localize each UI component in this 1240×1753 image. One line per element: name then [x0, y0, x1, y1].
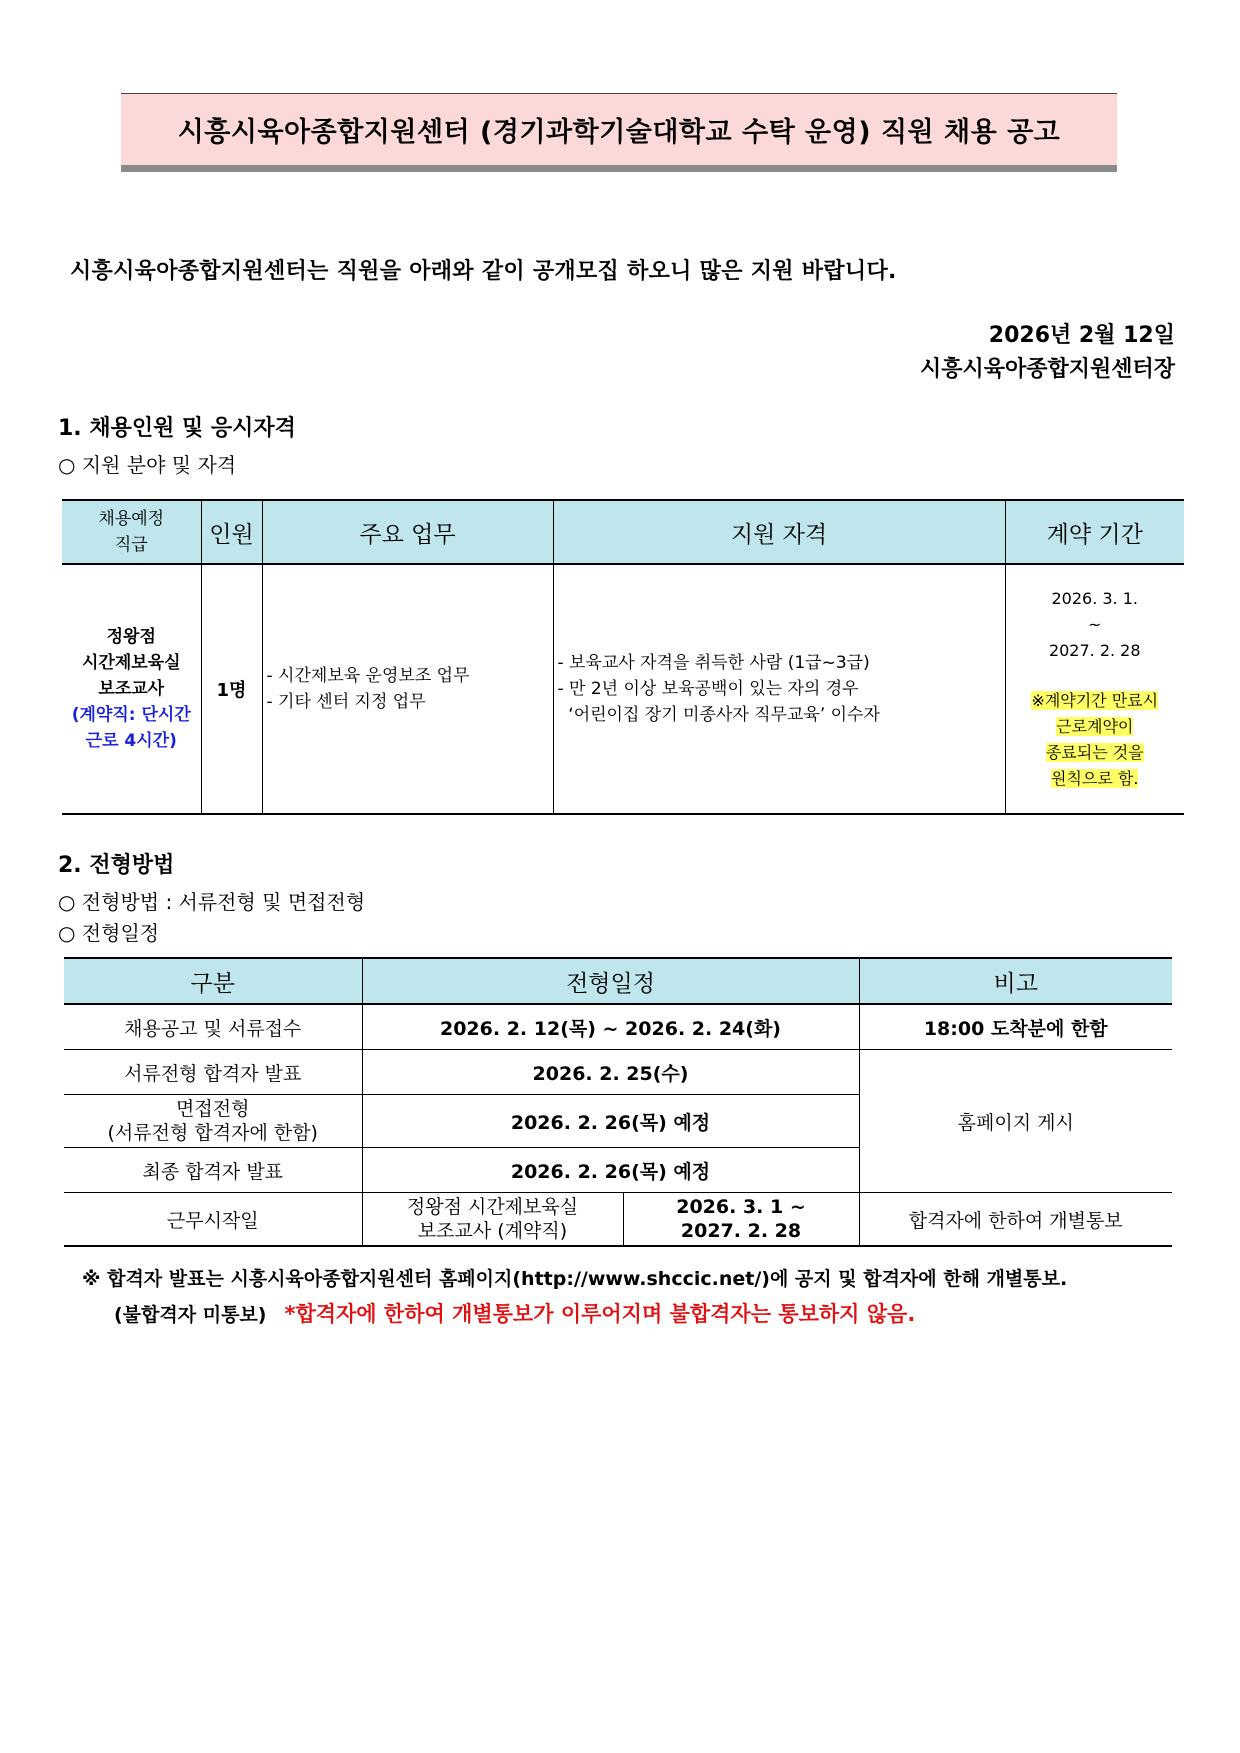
notice-line2 — [114, 1298, 915, 1328]
start-date-cell — [623, 1193, 859, 1247]
position-line4: (계약직: 단시간 — [71, 705, 191, 725]
position-line2: 시간제보육실 — [81, 653, 181, 673]
header-position-line2: 직급 — [114, 535, 148, 555]
recruitment-table — [62, 499, 1184, 815]
qualification-item: ‘어린이집 장기 미종사자 직무교육’ 이수자 — [557, 705, 880, 725]
header-count: 인원 — [201, 500, 262, 564]
header-category: 구분 — [64, 958, 362, 1004]
notice-line2-red: *합격자에 한하여 개별통보가 이루어지며 불합격자는 통보하지 않음. — [284, 1302, 916, 1326]
period-note-line: 원칙으로 함. — [1051, 769, 1139, 788]
category-cell — [64, 1095, 362, 1148]
position-cell — [62, 564, 201, 814]
schedule-cell: 2026. 2. 26(목) 예정 — [362, 1148, 859, 1193]
section1-heading: 1. 채용인원 및 응시자격 — [58, 416, 296, 441]
schedule-cell: 2026. 2. 25(수) — [362, 1050, 859, 1095]
header-schedule: 전형일정 — [362, 958, 859, 1004]
period-note-line: 종료되는 것을 — [1045, 743, 1144, 762]
start-position-cell — [362, 1193, 623, 1247]
period-end: 2027. 2. 28 — [1048, 641, 1141, 660]
section2-bullet-schedule: ○ 전형일정 — [58, 921, 160, 945]
remarks-cell: 합격자에 한하여 개별통보 — [859, 1193, 1172, 1247]
notice-line2-prefix: (불합격자 미통보) — [114, 1304, 267, 1326]
category-cell: 최종 합격자 발표 — [64, 1148, 362, 1193]
start-position-line1: 정왕점 시간제보육실 — [406, 1196, 579, 1218]
table-row — [64, 1004, 1172, 1050]
table-row — [64, 1193, 1172, 1247]
start-date-line2: 2027. 2. 28 — [680, 1220, 802, 1242]
section2-heading: 2. 전형방법 — [58, 853, 175, 878]
intro-text: 시흥시육아종합지원센터는 직원을 아래와 같이 공개모집 하오니 많은 지원 바랍니다. — [70, 259, 897, 284]
document-title: 시흥시육아종합지원센터 (경기과학기술대학교 수탁 운영) 직원 채용 공고 — [177, 117, 1061, 148]
start-date-line1: 2026. 3. 1 ~ — [676, 1196, 806, 1218]
position-line5: 근로 4시간) — [85, 731, 177, 751]
category-cell: 서류전형 합격자 발표 — [64, 1050, 362, 1095]
document-title-box — [121, 93, 1117, 172]
qualifications-cell — [553, 564, 1005, 814]
count-cell: 1명 — [201, 564, 262, 814]
period-separator: ~ — [1088, 615, 1102, 634]
category-line1: 면접전형 — [176, 1098, 250, 1120]
qualification-item: - 만 2년 이상 보육공백이 있는 자의 경우 — [557, 679, 859, 699]
period-note-line: ※계약기간 만료시 — [1031, 691, 1159, 710]
start-position-line2: 보조교사 (계약직) — [417, 1220, 568, 1242]
qualification-item: - 보육교사 자격을 취득한 사람 (1급~3급) — [557, 653, 870, 673]
category-cell: 근무시작일 — [64, 1193, 362, 1247]
section2-bullet-method: ○ 전형방법 : 서류전형 및 면접전형 — [58, 890, 366, 914]
notice-line1: ※ 합격자 발표는 시흥시육아종합지원센터 홈페이지(http://www.shccic.net/)에 공지 및 합격자에 한해 개별통보. — [82, 1268, 1068, 1290]
duties-cell — [262, 564, 553, 814]
period-note-line: 근로계약이 — [1056, 717, 1134, 736]
recruitment-row — [62, 564, 1184, 814]
issuer: 시흥시육아종합지원센터장 — [919, 357, 1175, 382]
position-line3: 보조교사 — [98, 679, 165, 699]
remarks-cell: 18:00 도착분에 한함 — [859, 1004, 1172, 1050]
table-row — [64, 1050, 1172, 1095]
schedule-header-row — [64, 958, 1172, 1004]
recruitment-header-row — [62, 500, 1184, 564]
category-line2: (서류전형 합격자에 한함) — [107, 1122, 318, 1144]
header-position — [62, 500, 201, 564]
category-cell: 채용공고 및 서류접수 — [64, 1004, 362, 1050]
position-line1: 정왕점 — [106, 627, 156, 647]
period-start: 2026. 3. 1. — [1051, 589, 1138, 608]
announcement-date: 2026년 2월 12일 — [988, 323, 1175, 348]
schedule-cell: 2026. 2. 12(목) ~ 2026. 2. 24(화) — [362, 1004, 859, 1050]
section1-bullet: ○ 지원 분야 및 자격 — [58, 453, 237, 477]
header-duties: 주요 업무 — [262, 500, 553, 564]
schedule-cell: 2026. 2. 26(목) 예정 — [362, 1095, 859, 1148]
header-qualifications: 지원 자격 — [553, 500, 1005, 564]
header-period: 계약 기간 — [1005, 500, 1184, 564]
remarks-merged-cell: 홈페이지 게시 — [859, 1050, 1172, 1193]
schedule-table — [64, 957, 1172, 1247]
duty-item: - 시간제보육 운영보조 업무 — [266, 666, 470, 686]
header-position-line1: 채용예정 — [98, 509, 165, 529]
header-remarks: 비고 — [859, 958, 1172, 1004]
period-cell — [1005, 564, 1184, 814]
duty-item: - 기타 센터 지정 업무 — [266, 692, 426, 712]
